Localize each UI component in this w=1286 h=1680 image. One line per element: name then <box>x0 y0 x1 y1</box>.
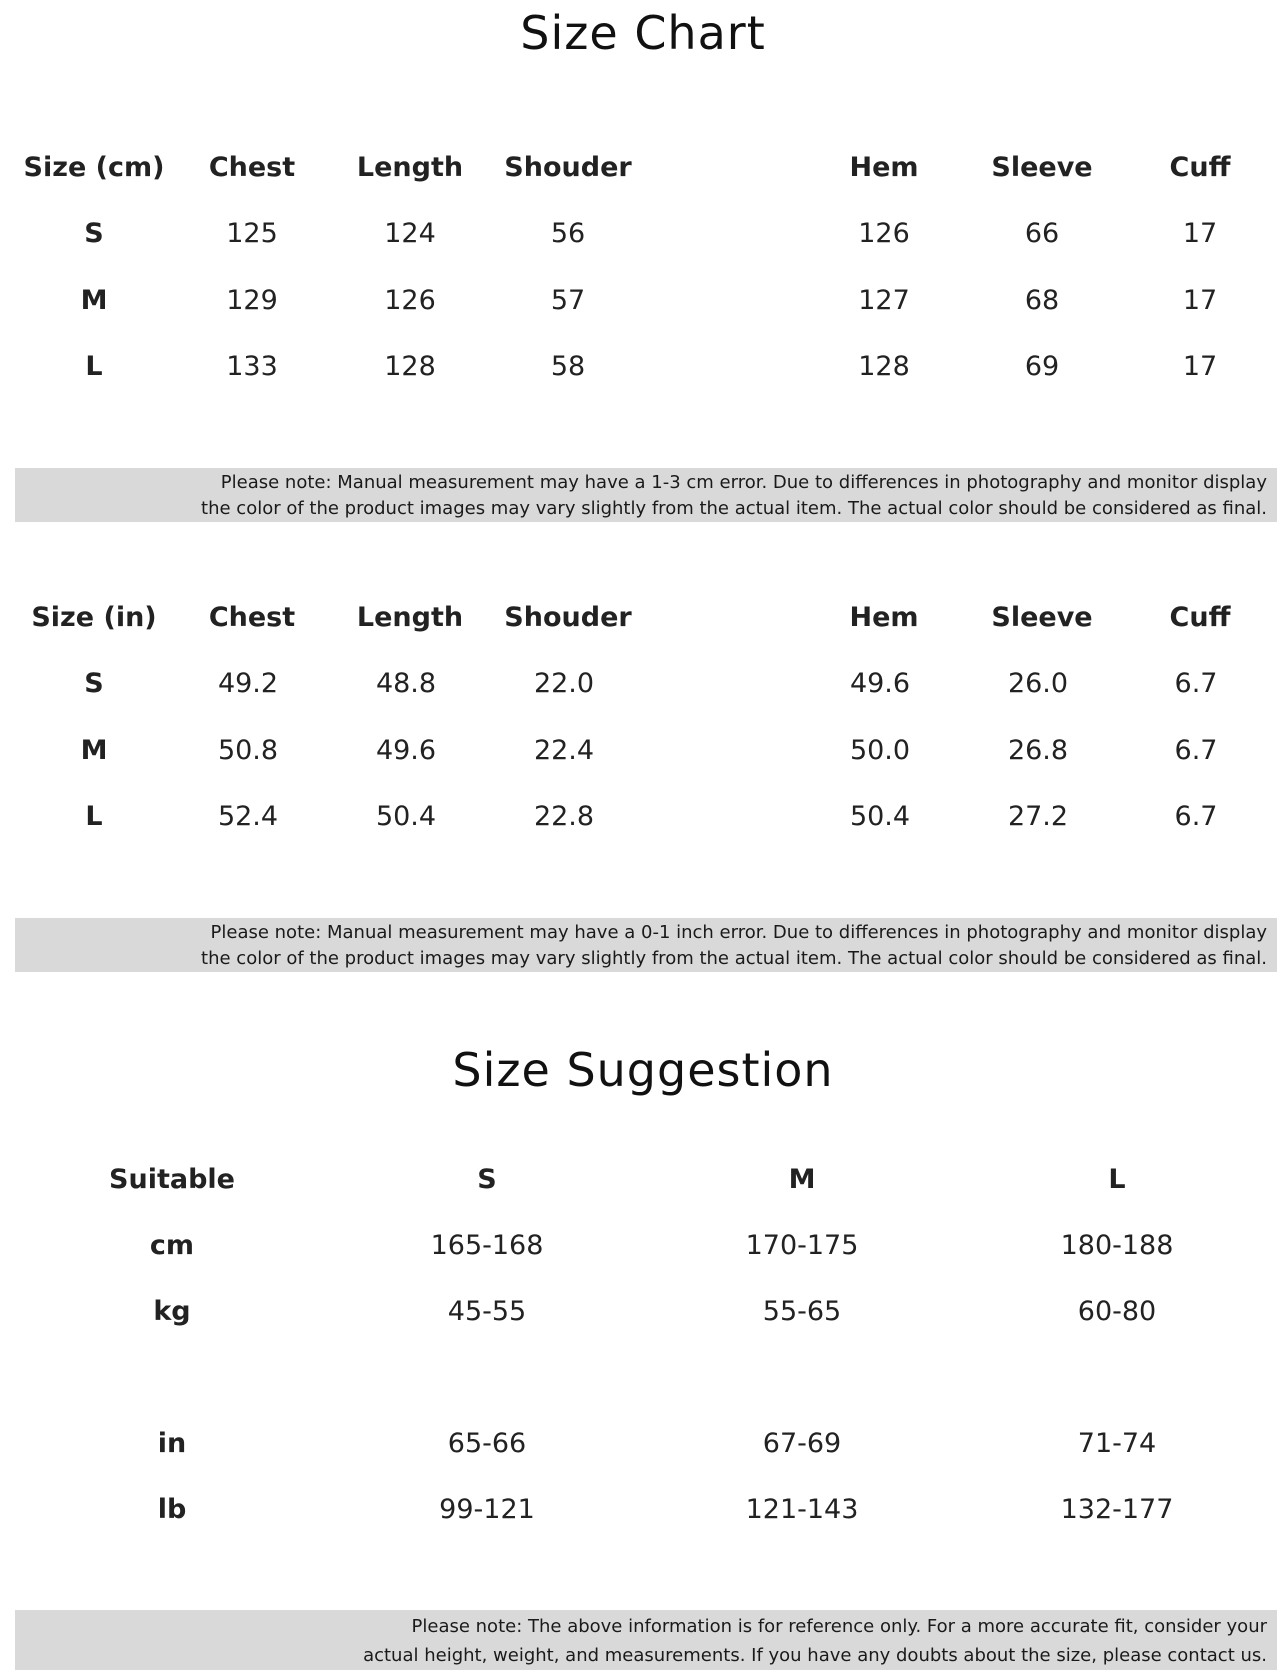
header-cuff: Cuff <box>1169 602 1231 633</box>
table-cell: 132-177 <box>1060 1494 1174 1525</box>
header-size: Size (in) <box>31 602 157 633</box>
table-cell: 22.8 <box>533 801 595 832</box>
size-label: M <box>80 735 108 766</box>
table-cell: 22.0 <box>533 668 595 699</box>
table-cell: 133 <box>226 351 278 382</box>
table-cell: 52.4 <box>217 801 279 832</box>
table-cell: 26.0 <box>1007 668 1069 699</box>
table-cell: 180-188 <box>1060 1230 1174 1261</box>
header-sleeve: Sleeve <box>991 602 1093 633</box>
table-row <box>0 347 1286 387</box>
size-label: M <box>80 285 108 316</box>
table-cell: 71-74 <box>1077 1428 1157 1459</box>
table-cell: 27.2 <box>1007 801 1069 832</box>
header-hem: Hem <box>849 602 919 633</box>
table-cell: 26.8 <box>1007 735 1069 766</box>
table-header-row <box>0 148 1286 188</box>
table-row <box>0 731 1286 771</box>
table-cell: 49.6 <box>849 668 911 699</box>
table-cell: 6.7 <box>1174 668 1218 699</box>
header-cuff: Cuff <box>1169 152 1231 183</box>
table-cell: 68 <box>1024 285 1060 316</box>
note-line: actual height, weight, and measurements. If you have any doubts about the size, please contact us. <box>363 1645 1267 1666</box>
size-label: L <box>85 351 103 382</box>
table-cell: 126 <box>384 285 436 316</box>
table-row <box>0 1424 1286 1464</box>
unit-label: kg <box>153 1296 191 1327</box>
table-row <box>0 1292 1286 1332</box>
table-cell: 17 <box>1182 351 1218 382</box>
header-shoulder: Shouder <box>504 152 632 183</box>
table-cell: 22.4 <box>533 735 595 766</box>
table-cell: 17 <box>1182 218 1218 249</box>
header-size: Size (cm) <box>23 152 165 183</box>
header-length: Length <box>356 602 464 633</box>
header-hem: Hem <box>849 152 919 183</box>
table-row <box>0 664 1286 704</box>
unit-label: in <box>157 1428 187 1459</box>
measurement-note-in <box>15 918 1277 972</box>
table-cell: 60-80 <box>1077 1296 1157 1327</box>
table-cell: 126 <box>858 218 910 249</box>
table-header-row <box>0 598 1286 638</box>
table-cell: 127 <box>858 285 910 316</box>
table-cell: 55-65 <box>762 1296 842 1327</box>
suggestion-note <box>15 1610 1277 1670</box>
table-cell: 121-143 <box>745 1494 859 1525</box>
table-row <box>0 281 1286 321</box>
table-header-row <box>0 1160 1286 1200</box>
table-row <box>0 1226 1286 1266</box>
suggestion-title: Size Suggestion <box>452 1043 834 1097</box>
table-cell: 125 <box>226 218 278 249</box>
table-cell: 50.4 <box>375 801 437 832</box>
note-line: the color of the product images may vary slightly from the actual item. The actual color should be considered as final. <box>201 948 1267 969</box>
table-cell: 66 <box>1024 218 1060 249</box>
note-line: Please note: Manual measurement may have a 0-1 inch error. Due to differences in photography and monitor display <box>210 922 1267 943</box>
table-cell: 128 <box>858 351 910 382</box>
table-cell: 69 <box>1024 351 1060 382</box>
table-cell: 50.0 <box>849 735 911 766</box>
size-label: S <box>84 218 104 249</box>
table-cell: 50.8 <box>217 735 279 766</box>
header-size-m: M <box>788 1164 816 1195</box>
table-cell: 6.7 <box>1174 735 1218 766</box>
header-suitable: Suitable <box>109 1164 235 1195</box>
size-label: S <box>84 668 104 699</box>
table-row <box>0 214 1286 254</box>
header-chest: Chest <box>208 602 296 633</box>
header-size-s: S <box>477 1164 497 1195</box>
note-line: Please note: Manual measurement may have a 1-3 cm error. Due to differences in photography and monitor display <box>220 472 1267 493</box>
header-shoulder: Shouder <box>504 602 632 633</box>
page-title: Size Chart <box>520 6 766 60</box>
table-cell: 165-168 <box>430 1230 544 1261</box>
table-cell: 99-121 <box>439 1494 535 1525</box>
table-cell: 58 <box>550 351 586 382</box>
table-cell: 124 <box>384 218 436 249</box>
table-cell: 48.8 <box>375 668 437 699</box>
table-cell: 49.2 <box>217 668 279 699</box>
unit-label: cm <box>149 1230 195 1261</box>
table-cell: 129 <box>226 285 278 316</box>
table-cell: 57 <box>550 285 586 316</box>
table-cell: 56 <box>550 218 586 249</box>
table-cell: 17 <box>1182 285 1218 316</box>
header-chest: Chest <box>208 152 296 183</box>
table-cell: 65-66 <box>447 1428 527 1459</box>
table-row <box>0 797 1286 837</box>
size-label: L <box>85 801 103 832</box>
note-line: Please note: The above information is for reference only. For a more accurate fit, consider your <box>411 1616 1267 1637</box>
measurement-note-cm <box>15 468 1277 522</box>
table-row <box>0 1490 1286 1530</box>
table-cell: 128 <box>384 351 436 382</box>
table-cell: 50.4 <box>849 801 911 832</box>
table-cell: 49.6 <box>375 735 437 766</box>
header-sleeve: Sleeve <box>991 152 1093 183</box>
unit-label: lb <box>157 1494 187 1525</box>
table-cell: 67-69 <box>762 1428 842 1459</box>
header-size-l: L <box>1108 1164 1126 1195</box>
header-length: Length <box>356 152 464 183</box>
note-line: the color of the product images may vary slightly from the actual item. The actual color should be considered as final. <box>201 498 1267 519</box>
table-cell: 170-175 <box>745 1230 859 1261</box>
table-cell: 45-55 <box>447 1296 527 1327</box>
table-cell: 6.7 <box>1174 801 1218 832</box>
